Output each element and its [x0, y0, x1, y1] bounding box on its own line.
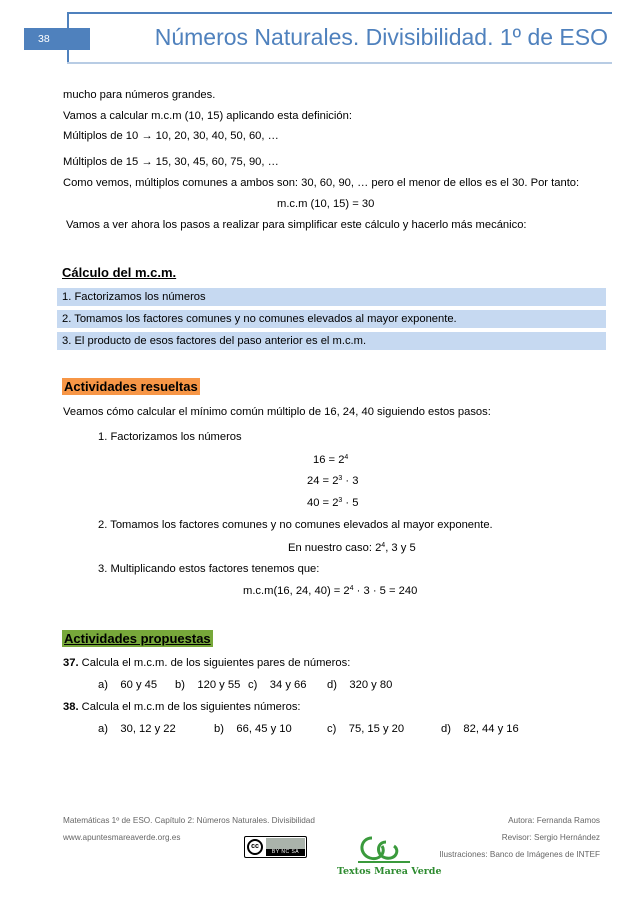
- solved-step-2: 2. Tomamos los factores comunes y no comunes elevados al mayor exponente.: [98, 519, 493, 531]
- calc-step-3: 3. El producto de esos factores del paso anterior es el m.c.m.: [57, 332, 606, 350]
- proposed-title-text: Actividades propuestas: [64, 631, 211, 646]
- exercise-37-option-c: c) 34 y 66: [248, 679, 307, 691]
- calc-step-1: 1. Factorizamos los números: [57, 288, 606, 306]
- solved-title-text: Actividades resueltas: [64, 379, 198, 394]
- exercise-38-option-a: a) 30, 12 y 22: [98, 723, 176, 735]
- calc-section-title: Cálculo del m.c.m.: [62, 265, 177, 280]
- footer-website[interactable]: www.apuntesmareaverde.org.es: [63, 833, 181, 842]
- footer-author: Autora: Fernanda Ramos: [508, 816, 600, 825]
- page-number: 38: [24, 28, 90, 50]
- header-rule: [67, 62, 612, 64]
- exercise-38-option-c: c) 75, 15 y 20: [327, 723, 405, 735]
- solved-intro: Veamos cómo calcular el mínimo común múltiplo de 16, 24, 40 siguiendo estos pasos:: [63, 406, 491, 418]
- solved-section-title: [62, 378, 200, 395]
- common-factors: En nuestro caso: $2^4$, 3 y 5: [288, 542, 416, 554]
- intro-line-6: Vamos a ver ahora los pasos a realizar para simplificar este cálculo y hacerlo más mecánico:: [66, 219, 527, 231]
- intro-line-2: Vamos a calcular m.c.m (10, 15) aplicando esta definición:: [63, 110, 352, 122]
- proposed-section-title: [62, 630, 213, 647]
- exercise-37-option-a: a) 60 y 45: [98, 679, 158, 691]
- footer-illustrations: Ilustraciones: Banco de Imágenes de INTEF: [439, 850, 600, 859]
- calc-step-2: 2. Tomamos los factores comunes y no comunes elevados al mayor exponente.: [57, 310, 606, 328]
- intro-line-1: mucho para números grandes.: [63, 89, 216, 101]
- factorization-24: $24 = 2^3 \cdot 3$: [307, 475, 359, 487]
- factorization-16: $16 = 2^4$: [313, 454, 349, 466]
- marea-verde-logo-icon: [352, 832, 416, 866]
- multiples-10: Múltiplos de 10 → 10, 20, 30, 40, 50, 60, …: [63, 130, 279, 142]
- page-title: Números Naturales. Divisibilidad. 1º de ESO: [154, 24, 608, 50]
- intro-line-5: Como vemos, múltiplos comunes a ambos son: 30, 60, 90, … pero el menor de ellos es el 30. Por tanto:: [63, 177, 580, 189]
- exercise-37-option-b: b) 120 y 55: [175, 679, 241, 691]
- creative-commons-badge[interactable]: [244, 836, 307, 858]
- exercise-37: 37. Calcula el m.c.m. de los siguientes pares de números:: [63, 657, 351, 669]
- cc-license-text: BY NC SA: [266, 849, 305, 856]
- solved-step-1: 1. Factorizamos los números: [98, 431, 242, 443]
- mcm-result: m.c.m (10, 15) = 30: [277, 198, 375, 210]
- multiples-15: Múltiplos de 15 → 15, 30, 45, 60, 75, 90, …: [63, 156, 279, 168]
- footer-reviewer: Revisor: Sergio Hernández: [501, 833, 600, 842]
- exercise-38-option-d: d) 82, 44 y 16: [441, 723, 519, 735]
- exercise-38: 38. Calcula el m.c.m de los siguientes números:: [63, 701, 301, 713]
- final-mcm: m.c.m(16, 24, $40) = 2^4 \cdot 3 \cdot 5 = 240$: [243, 585, 418, 597]
- cc-logo-icon: cc: [247, 839, 263, 855]
- exercise-38-option-b: b) 66, 45 y 10: [214, 723, 292, 735]
- solved-step-3: 3. Multiplicando estos factores tenemos que:: [98, 563, 320, 575]
- marea-verde-logo-text: Textos Marea Verde: [337, 866, 442, 877]
- factorization-40: $40 = 2^3 \cdot 5$: [307, 497, 359, 509]
- exercise-37-option-d: d) 320 y 80: [327, 679, 393, 691]
- footer-chapter: Matemáticas 1º de ESO. Capítulo 2: Números Naturales. Divisibilidad: [63, 816, 315, 825]
